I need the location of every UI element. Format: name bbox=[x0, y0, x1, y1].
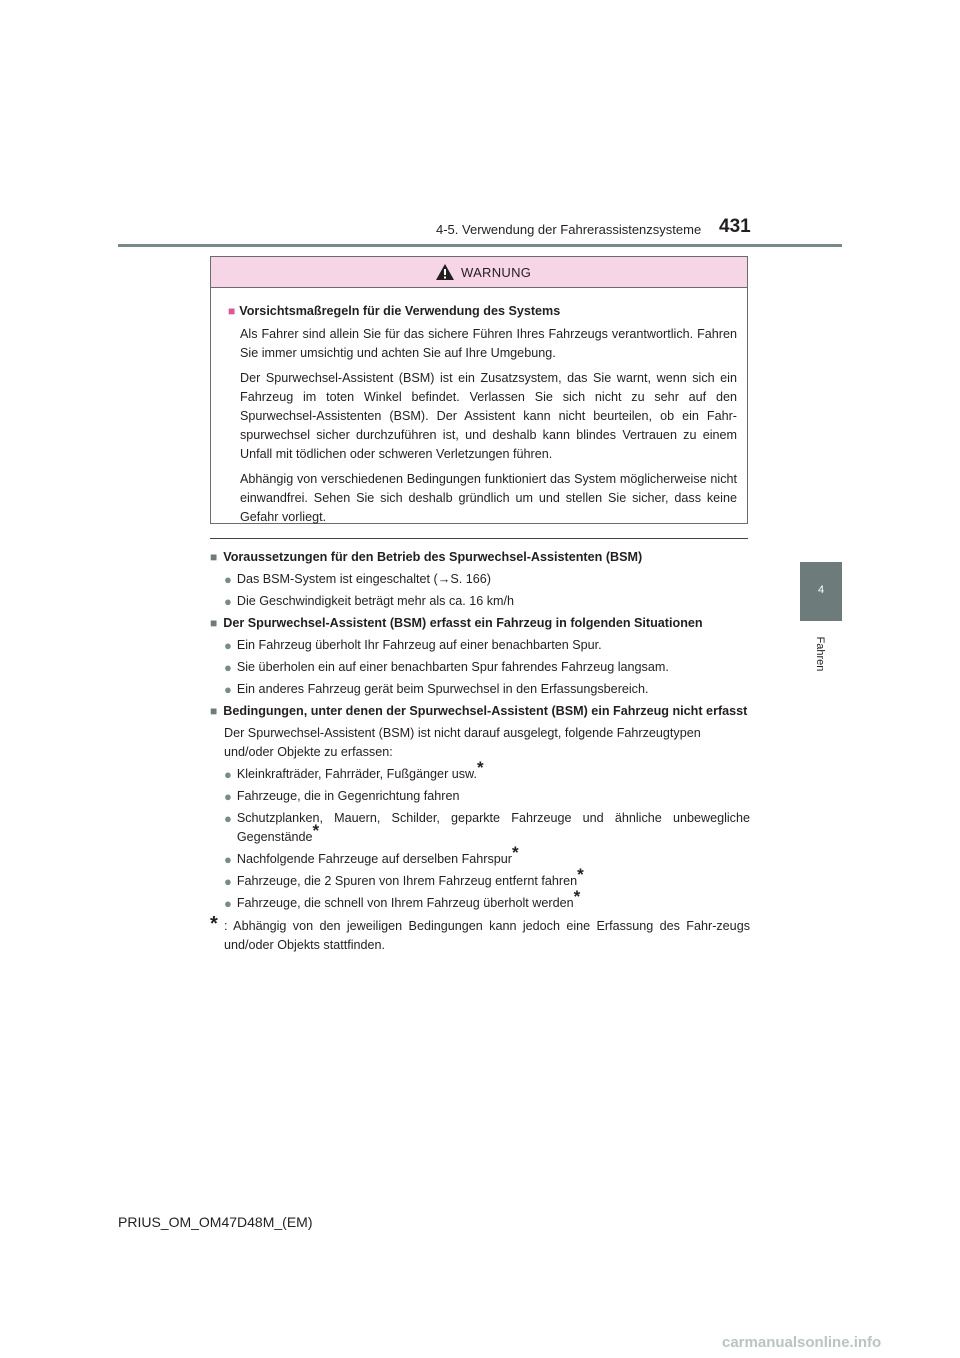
asterisk-icon: * bbox=[476, 758, 484, 777]
chapter-number: 4 bbox=[817, 584, 825, 596]
bullet-icon: ● bbox=[224, 811, 232, 826]
list-item: ● Schutzplanken, Mauern, Schilder, geparkte Fahrzeuge und ähnliche unbewegliche Gegenstände* bbox=[224, 809, 750, 847]
warning-paragraph: Der Spurwechsel-Assistent (BSM) ist ein Zusatzsystem, das Sie warnt, wenn sich ein Fahrzeug im toten Winkel befindet. Verlassen Sie sich nicht zu sehr auf den Spurwechsel-Assistenten (BSM). Der Assistent kann nicht beurteilen, ob ein Fahr-spurwechsel sicher durchzuführen ist, und deshalb kann blindes Vertrauen zu einem Unfall mit tödlichen oder schweren Verletzungen führen. bbox=[240, 371, 737, 461]
bullet-icon: ● bbox=[224, 767, 232, 782]
asterisk-icon: * bbox=[512, 843, 519, 862]
list-item: ● Sie überholen ein auf einer benachbarten Spur fahrendes Fahrzeug langsam. bbox=[224, 660, 669, 675]
asterisk-icon: * bbox=[312, 821, 320, 840]
square-bullet-icon: ■ bbox=[210, 616, 218, 630]
section-divider bbox=[210, 538, 748, 539]
bullet-icon: ● bbox=[224, 638, 232, 653]
footnote-text: : Abhängig von den jeweiligen Bedingungen kann jedoch eine Erfassung des Fahr-zeugs und/oder Objekts stattfinden. bbox=[224, 919, 750, 952]
section-heading: ■ Bedingungen, unter denen der Spurwechsel-Assistent (BSM) ein Fahrzeug nicht erfasst bbox=[210, 702, 750, 721]
list-item: ● Kleinkrafträder, Fahrräder, Fußgänger usw.* bbox=[224, 758, 484, 782]
list-item: ● Fahrzeuge, die in Gegenrichtung fahren bbox=[224, 789, 460, 804]
bullet-icon: ● bbox=[224, 896, 232, 911]
list-item: ● Die Geschwindigkeit beträgt mehr als ca. 16 km/h bbox=[224, 594, 515, 609]
page-number: 431 bbox=[719, 216, 751, 237]
bullet-icon: ● bbox=[224, 572, 232, 587]
main-content bbox=[210, 545, 750, 955]
warning-title: WARNUNG bbox=[461, 265, 532, 280]
asterisk-icon: * bbox=[573, 887, 581, 906]
header-rule bbox=[118, 244, 842, 247]
section-heading: ■ Der Spurwechsel-Assistent (BSM) erfasst ein Fahrzeug in folgenden Situationen bbox=[210, 614, 750, 633]
chapter-tab[interactable] bbox=[800, 562, 842, 621]
warning-heading: ■ Vorsichtsmaßregeln für die Verwendung des Systems bbox=[228, 304, 561, 318]
square-bullet-icon: ■ bbox=[228, 304, 236, 318]
bullet-icon: ● bbox=[224, 594, 232, 609]
section-heading: ■ Voraussetzungen für den Betrieb des Spurwechsel-Assistenten (BSM) bbox=[210, 548, 750, 567]
warning-paragraph: Abhängig von verschiedenen Bedingungen funktioniert das System möglicherweise nicht einwandfrei. Sehen Sie sich deshalb gründlich um und stellen Sie sicher, dass keine Gefahr vorliegt. bbox=[240, 472, 737, 524]
list-item: ● Ein anderes Fahrzeug gerät beim Spurwechsel in den Erfassungsbereich. bbox=[224, 682, 649, 697]
bullet-icon: ● bbox=[224, 660, 232, 675]
warning-paragraph: Als Fahrer sind allein Sie für das sichere Führen Ihres Fahrzeugs verantwortlich. Fahren Sie immer umsichtig und achten Sie auf Ihre Umgebung. bbox=[240, 327, 737, 360]
document-code: PRIUS_OM_OM47D48M_(EM) bbox=[118, 1214, 313, 1230]
square-bullet-icon: ■ bbox=[210, 550, 218, 564]
watermark: carmanualsonline.info bbox=[722, 1334, 882, 1351]
bullet-icon: ● bbox=[224, 852, 232, 867]
footnote bbox=[210, 913, 750, 955]
chapter-label: Fahren bbox=[814, 636, 826, 672]
bullet-icon: ● bbox=[224, 789, 232, 804]
asterisk-icon: * bbox=[577, 865, 584, 884]
footnote-mark: * bbox=[210, 913, 218, 935]
bullet-icon: ● bbox=[224, 874, 232, 889]
warning-triangle-icon bbox=[435, 263, 455, 281]
section-intro: Der Spurwechsel-Assistent (BSM) ist nicht darauf ausgelegt, folgende Fahrzeugtypen und/oder Objekte zu erfassen: bbox=[224, 726, 701, 759]
warning-body bbox=[211, 288, 747, 527]
running-header: 4-5. Verwendung der Fahrerassistenzsysteme bbox=[436, 222, 702, 237]
list-item: ● Nachfolgende Fahrzeuge auf derselben Fahrspur* bbox=[224, 843, 519, 867]
bullet-icon: ● bbox=[224, 682, 232, 697]
list-item: ● Fahrzeuge, die 2 Spuren von Ihrem Fahrzeug entfernt fahren* bbox=[224, 865, 584, 889]
list-item: ● Das BSM-System ist eingeschaltet (→S. 166) bbox=[224, 572, 491, 587]
warning-header bbox=[211, 257, 747, 288]
list-item: ● Fahrzeuge, die schnell von Ihrem Fahrzeug überholt werden* bbox=[224, 887, 581, 911]
list-item: ● Ein Fahrzeug überholt Ihr Fahrzeug auf einer benachbarten Spur. bbox=[224, 638, 602, 653]
warning-box bbox=[210, 256, 748, 524]
square-bullet-icon: ■ bbox=[210, 704, 218, 718]
